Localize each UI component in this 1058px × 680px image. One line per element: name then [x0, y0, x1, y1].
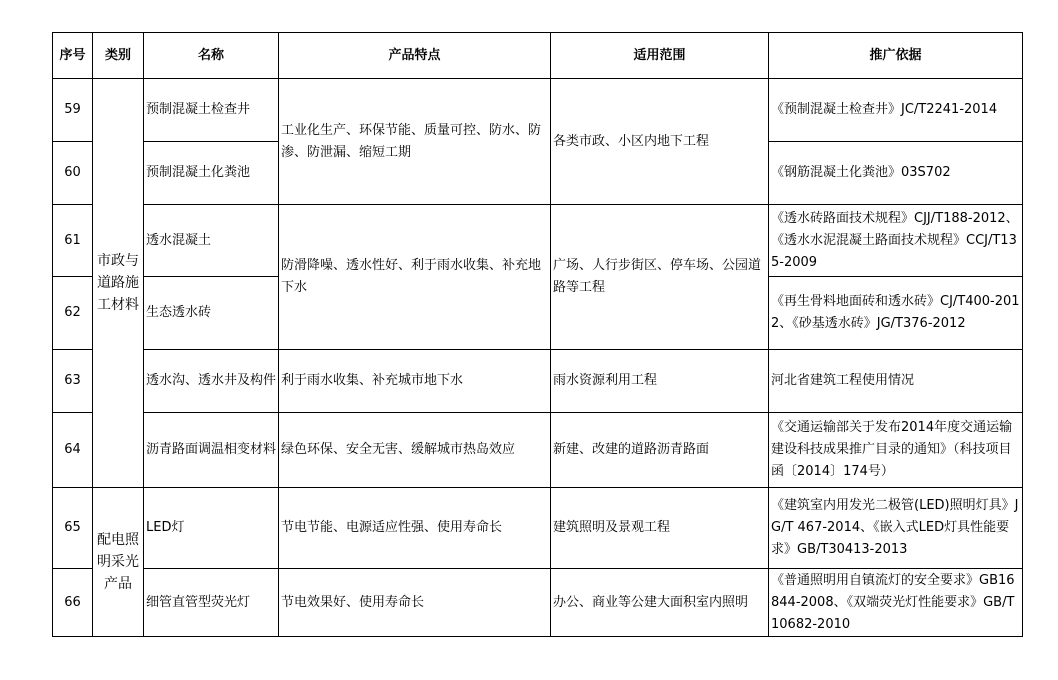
table-row: [53, 350, 1023, 413]
row-scope: 办公、商业等公建大面积室内照明: [551, 569, 769, 637]
row-seq: 66: [53, 569, 93, 637]
row-seq: 61: [53, 205, 93, 277]
header-row: [53, 33, 1023, 79]
table-row: [53, 205, 1023, 277]
row-seq: 59: [53, 79, 93, 142]
row-features: 工业化生产、环保节能、质量可控、防水、防渗、防泄漏、缩短工期: [279, 79, 551, 205]
row-features: 利于雨水收集、补充城市地下水: [279, 350, 551, 413]
row-features: 防滑降噪、透水性好、利于雨水收集、补充地下水: [279, 205, 551, 350]
header-seq: 序号: [53, 33, 93, 79]
row-seq: 63: [53, 350, 93, 413]
row-scope: 各类市政、小区内地下工程: [551, 79, 769, 205]
row-features: 节电效果好、使用寿命长: [279, 569, 551, 637]
product-table: [52, 32, 1023, 637]
table-row: [53, 488, 1023, 569]
table-row: [53, 569, 1023, 637]
table-row: [53, 79, 1023, 142]
row-basis: 《建筑室内用发光二极管(LED)照明灯具》JG/T 467-2014、《嵌入式LED灯具性能要求》GB/T30413-2013: [769, 488, 1023, 569]
row-features: 绿色环保、安全无害、缓解城市热岛效应: [279, 413, 551, 488]
row-basis: 《交通运输部关于发布2014年度交通运输建设科技成果推广目录的通知》（科技项目函〔2014〕174号）: [769, 413, 1023, 488]
row-scope: 新建、改建的道路沥青路面: [551, 413, 769, 488]
row-seq: 64: [53, 413, 93, 488]
row-category: 市政与道路施工材料: [93, 79, 144, 488]
row-name: 预制混凝土检查井: [144, 79, 279, 142]
row-basis: 河北省建筑工程使用情况: [769, 350, 1023, 413]
row-seq: 62: [53, 277, 93, 350]
row-seq: 65: [53, 488, 93, 569]
row-name: 透水混凝土: [144, 205, 279, 277]
header-category: 类别: [93, 33, 144, 79]
header-scope: 适用范围: [551, 33, 769, 79]
row-name: 生态透水砖: [144, 277, 279, 350]
table-row: [53, 413, 1023, 488]
row-scope: 建筑照明及景观工程: [551, 488, 769, 569]
header-features: 产品特点: [279, 33, 551, 79]
row-category: 配电照明采光产品: [93, 488, 144, 637]
row-name: 透水沟、透水井及构件: [144, 350, 279, 413]
row-basis: 《钢筋混凝土化粪池》03S702: [769, 142, 1023, 205]
row-basis: 《透水砖路面技术规程》CJJ/T188-2012、《透水水泥混凝土路面技术规程》CCJ/T135-2009: [769, 205, 1023, 277]
row-name: 细管直管型荧光灯: [144, 569, 279, 637]
header-basis: 推广依据: [769, 33, 1023, 79]
row-name: 预制混凝土化粪池: [144, 142, 279, 205]
row-basis: 《预制混凝土检查井》JC/T2241-2014: [769, 79, 1023, 142]
row-name: LED灯: [144, 488, 279, 569]
row-scope: 广场、人行步街区、停车场、公园道路等工程: [551, 205, 769, 350]
row-name: 沥青路面调温相变材料: [144, 413, 279, 488]
row-features: 节电节能、电源适应性强、使用寿命长: [279, 488, 551, 569]
row-seq: 60: [53, 142, 93, 205]
row-scope: 雨水资源利用工程: [551, 350, 769, 413]
header-name: 名称: [144, 33, 279, 79]
row-basis: 《普通照明用自镇流灯的安全要求》GB16844-2008、《双端荧光灯性能要求》GB/T10682-2010: [769, 569, 1023, 637]
row-basis: 《再生骨料地面砖和透水砖》CJ/T400-2012、《砂基透水砖》JG/T376-2012: [769, 277, 1023, 350]
